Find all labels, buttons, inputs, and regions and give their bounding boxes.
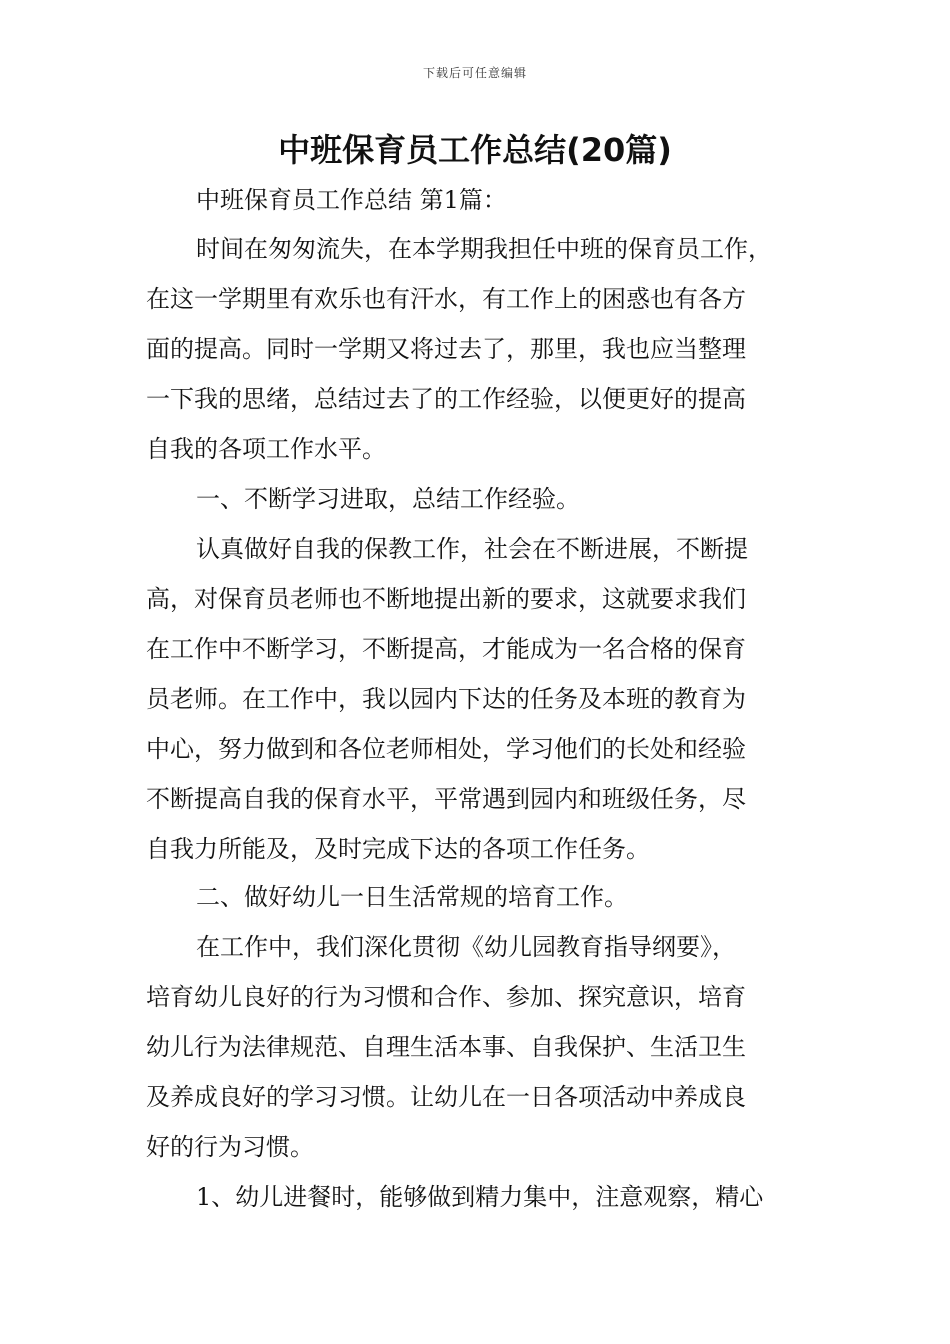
paragraph-line: 中心，努力做到和各位老师相处，学习他们的长处和经验 [146,735,746,763]
paragraph-line: 认真做好自我的保教工作，社会在不断进展，不断提 [196,535,748,563]
paragraph-line: 在工作中不断学习，不断提高，才能成为一名合格的保育 [146,635,746,663]
document-title: 中班保育员工作总结(20篇) [278,131,672,169]
paragraph-line: 不断提高自我的保育水平，平常遇到园内和班级任务，尽 [146,785,746,813]
paragraph-line: 面的提高。同时一学期又将过去了，那里，我也应当整理 [146,335,746,363]
paragraph-line: 培育幼儿良好的行为习惯和合作、参加、探究意识，培育 [146,983,746,1011]
paragraph-line: 自我的各项工作水平。 [146,435,386,463]
article-heading: 中班保育员工作总结 第1篇： [196,186,507,214]
page-header-note: 下载后可任意编辑 [422,66,527,80]
section-heading: 二、做好幼儿一日生活常规的培育工作。 [196,883,628,911]
paragraph-line: 在工作中，我们深化贯彻《幼儿园教育指导纲要》， [196,933,736,961]
paragraph-line: 及养成良好的学习习惯。让幼儿在一日各项活动中养成良 [146,1083,746,1111]
paragraph-line: 1、幼儿进餐时，能够做到精力集中，注意观察，精心 [196,1183,764,1211]
paragraph-line: 自我力所能及，及时完成下达的各项工作任务。 [146,835,650,863]
paragraph-line: 时间在匆匆流失，在本学期我担任中班的保育员工作， [196,235,772,263]
paragraph-line: 员老师。在工作中，我以园内下达的任务及本班的教育为 [146,685,746,713]
paragraph-line: 幼儿行为法律规范、自理生活本事、自我保护、生活卫生 [146,1033,746,1061]
paragraph-line: 好的行为习惯。 [146,1133,314,1161]
paragraph-line: 在这一学期里有欢乐也有汗水，有工作上的困惑也有各方 [146,285,746,313]
paragraph-line: 一下我的思绪，总结过去了的工作经验，以便更好的提高 [146,385,746,413]
paragraph-line: 高，对保育员老师也不断地提出新的要求，这就要求我们 [146,585,746,613]
section-heading: 一、不断学习进取，总结工作经验。 [196,485,580,513]
